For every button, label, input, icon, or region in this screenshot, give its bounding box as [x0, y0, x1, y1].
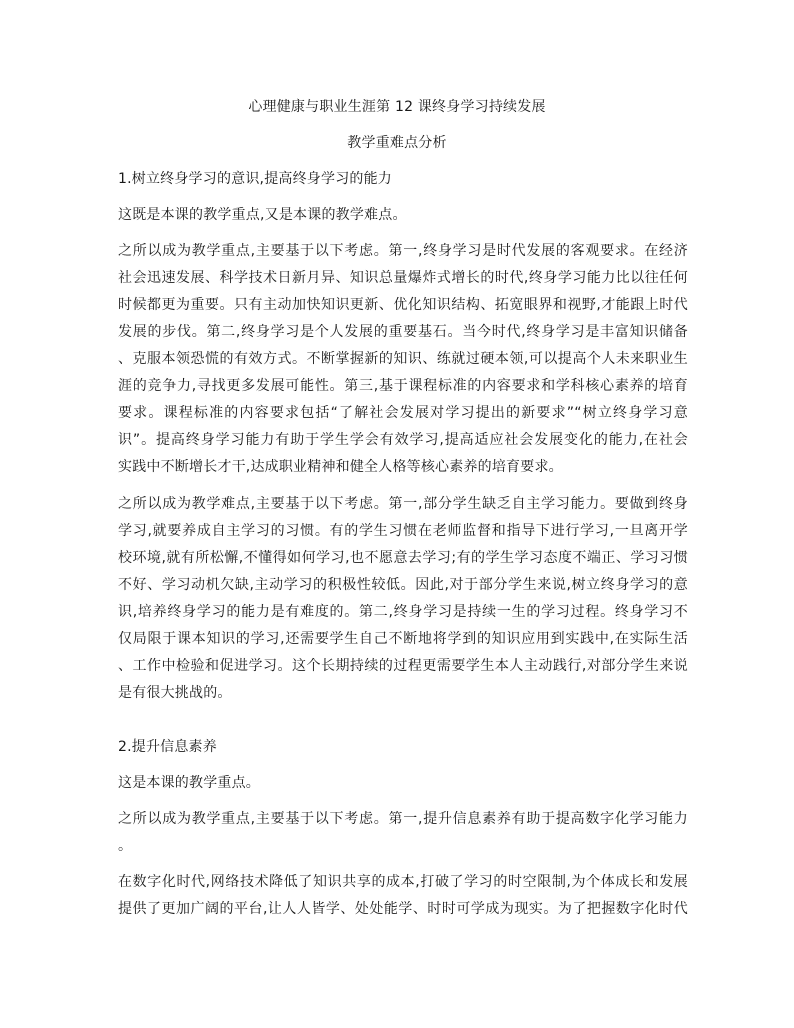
- paragraph-line: 之所以成为教学难点,主要基于以下考虑。第一,部分学生缺乏自主学习能力。要做到终身: [118, 496, 688, 512]
- document-title: 心理健康与职业生涯第 12 课终身学习持续发展: [248, 99, 546, 115]
- paragraph-line: 这既是本课的教学重点,又是本课的教学难点。: [118, 207, 407, 223]
- paragraph-line: 实践中不断增长才干,达成职业精神和健全人格等核心素养的培育要求。: [118, 459, 563, 475]
- paragraph-line: 仅局限于课本知识的学习,还需要学生自己不断地将学到的知识应用到实践中,在实际生活: [118, 631, 688, 647]
- paragraph-line: 。: [118, 838, 133, 854]
- paragraph-line: 识”。提高终身学习能力有助于学生学会有效学习,提高适应社会发展变化的能力,在社会: [118, 432, 688, 448]
- paragraph-line: 之所以成为教学重点,主要基于以下考虑。第一,终身学习是时代发展的客观要求。在经济: [118, 243, 688, 259]
- paragraph-line: 要求。课程标准的内容要求包括“了解社会发展对学习提出的新要求”“树立终身学习意: [118, 405, 688, 421]
- paragraph-line: 之所以成为教学重点,主要基于以下考虑。第一,提升信息素养有助于提高数字化学习能力: [118, 811, 688, 827]
- paragraph-line: 学习,就要养成自主学习的习惯。有的学生习惯在老师监督和指导下进行学习,一旦离开学: [118, 523, 688, 539]
- paragraph-line: 发展的步伐。第二,终身学习是个人发展的重要基石。当今时代,终身学习是丰富知识储备: [118, 324, 688, 340]
- paragraph-line: 社会迅速发展、科学技术日新月异、知识总量爆炸式增长的时代,终身学习能力比以往任何: [118, 270, 688, 286]
- document-subtitle: 教学重难点分析: [347, 135, 447, 151]
- paragraph-line: 、工作中检验和促进学习。这个长期持续的过程更需要学生本人主动践行,对部分学生来说: [118, 658, 688, 674]
- paragraph-line: 时候都更为重要。只有主动加快知识更新、优化知识结构、拓宽眼界和视野,才能跟上时代: [118, 297, 688, 313]
- section-heading-2: 2.提升信息素养: [118, 739, 217, 755]
- paragraph-line: 是有很大挑战的。: [118, 685, 232, 701]
- paragraph-line: 、克服本领恐慌的有效方式。不断掌握新的知识、练就过硬本领,可以提高个人未来职业生: [118, 351, 688, 367]
- paragraph-line: 识,培养终身学习的能力是有难度的。第二,终身学习是持续一生的学习过程。终身学习不: [118, 604, 688, 620]
- paragraph-line: 校环境,就有所松懈,不懂得如何学习,也不愿意去学习;有的学生学习态度不端正、学习习惯: [118, 550, 688, 566]
- paragraph-line: 不好、学习动机欠缺,主动学习的积极性较低。因此,对于部分学生来说,树立终身学习的意: [118, 577, 688, 593]
- paragraph-line: 涯的竞争力,寻找更多发展可能性。第三,基于课程标准的内容要求和学科核心素养的培育: [118, 378, 688, 394]
- paragraph-line: 这是本课的教学重点。: [118, 775, 260, 791]
- paragraph-line: 提供了更加广阔的平台,让人人皆学、处处能学、时时可学成为现实。为了把握数字化时代: [118, 901, 688, 917]
- section-heading-1: 1.树立终身学习的意识,提高终身学习的能力: [118, 171, 393, 187]
- paragraph-line: 在数字化时代,网络技术降低了知识共享的成本,打破了学习的时空限制,为个体成长和发展: [118, 874, 688, 890]
